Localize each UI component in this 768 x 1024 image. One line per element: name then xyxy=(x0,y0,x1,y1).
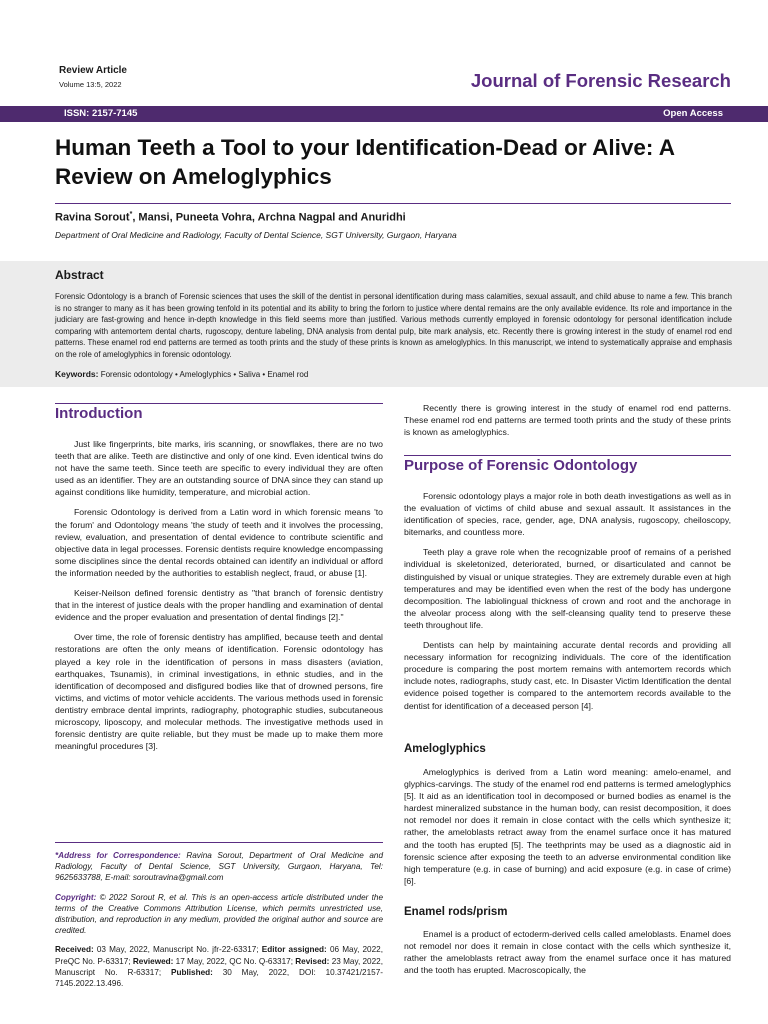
reviewed-label: Reviewed: xyxy=(132,956,174,966)
purpose-paragraph: Dentists can help by maintaining accurate dental records and providing all necessary information for recognizing individuals. The core of the identification procedure is comparing the post mortem remains with antemortem records which include notes, radiographs, study cast, etc. In Disaster Victim Identification the dental evidence poised together is compared to the antemortem records available to the dentist for identification of a deceased person [4]. xyxy=(404,640,731,711)
published-date: 30 May, 2022, DOI: 10.37421/2157-7145.2022.13.496. xyxy=(55,967,383,989)
footnote-rule xyxy=(55,842,383,843)
purpose-paragraph: Forensic odontology plays a major role in both death investigations as well as in the evaluation of victims of child abuse and sexual assault. It assistances in the identification of species, race, gender, age, DNA analysis, rugoscopy, cheiloscopy, bitemarks, and countless more. xyxy=(404,491,731,538)
purpose-paragraph: Teeth play a grave role when the recognizable proof of remains of a perished individual is skeletonized, deteriorated, burned, or disarticulated and cannot be distinguished by visual or unique strategies. They are extremely durable even at high temperatures and may be identified even when the rest of the body has undergone decomposition. The labiolingual thickness of crown and root and the anchorage in the alveolar process along with the self-cleansing quality tend to preserve these teeth throughout life. xyxy=(404,547,731,630)
article-dates xyxy=(55,944,383,989)
published-label: Published: xyxy=(171,967,213,977)
purpose-heading: Purpose of Forensic Odontology xyxy=(404,457,638,474)
title-divider xyxy=(55,203,731,204)
enamel-body xyxy=(404,928,731,984)
ameloglyphics-heading: Ameloglyphics xyxy=(404,743,486,755)
revised-label: Revised: xyxy=(295,956,330,966)
other-authors: , Mansi, Puneeta Vohra, Archna Nagpal and Anuridhi xyxy=(132,211,406,224)
assigned-date: 06 May, 2022, PreQC No. P-63317; xyxy=(55,945,383,966)
intro-paragraph: Over time, the role of forensic dentistry has amplified, because teeth and dental restorations are often the only means of identification. Forensic odontology has played a key role in the identification of persons in mass disasters (aviation, earthquakes, Tsunamis), in criminal investigations, in ethnic studies, and in the identification of decomposed and disfigured bodies like that of drowned persons, fire victims, and victims of motor vehicle accidents. The various methods used in forensic dentistry embrace dental imprints, radiography, photographic studies, subcutaneous microscopy, liposcopy, and molecular methods. The investigative methods used in forensic dentistry are quite reliable, but they must be made up to make them more meaningful procedures [3]. xyxy=(55,632,383,752)
footnotes xyxy=(55,850,383,997)
issn-bar xyxy=(0,106,768,122)
received-label: Received: xyxy=(55,945,94,955)
article-type: Review Article xyxy=(59,65,127,76)
copyright-text: © 2022 Sorout R, et al. This is an open-access article distributed under the terms of the Creative Commons Attribution License, which permits unrestricted use, distribution, and reproduction in any medium, provided the original author and source are credited. xyxy=(55,892,383,936)
affiliation: Department of Oral Medicine and Radiology, Faculty of Dental Science, SGT University, Gurgaon, Haryana xyxy=(55,230,457,240)
open-access-label: Open Access xyxy=(663,108,723,119)
issn: ISSN: 2157-7145 xyxy=(64,108,138,119)
intro-rule xyxy=(55,403,383,404)
ameloglyphics-paragraph: Ameloglyphics is derived from a Latin word meaning: amelo-enamel, and glyphics-carvings. The study of the enamel rod end patterns is termed ameloglyphics [5]. It aid as an identification tool in decomposed or burned bodies as enamel is the hardest mineralized substance in the human body, can resist decomposition, it does not remodel nor does it remain in close contact with the cells which synthesize it; rather, the ameloblasts retract away from the enamel surface once it has matured and the tooth has erupted [5]. The teethprints may be used as a diagnostic aid in forensic science after exposing the teeth to an adverse environmental condition like high temperature (e.g. in case of burning) and acid exposure (e.g. in case of crime) [6]. xyxy=(404,767,731,886)
abstract-heading: Abstract xyxy=(55,268,104,282)
purpose-rule xyxy=(404,455,731,456)
copyright xyxy=(55,892,383,937)
volume-info: Volume 13:5, 2022 xyxy=(59,80,122,89)
intro-paragraph: Just like fingerprints, bite marks, iris scanning, or snowflakes, there are no two teeth that are alike. Teeth are distinctive and only of one kind. Even identical twins do not have the same teeth. Since teeth are specific to every individual they are often used as an identifier. They are an outstanding source of DNA since they can stand up against conditions like humidity, temperature, and microbial action. xyxy=(55,439,383,498)
keywords-list: Forensic odontology • Ameloglyphics • Saliva • Enamel rod xyxy=(100,370,309,379)
keywords xyxy=(55,369,308,379)
author-list xyxy=(55,211,406,224)
ameloglyphics-body xyxy=(404,766,731,895)
revised-date: 23 May, 2022, Manuscript No. R-63317; xyxy=(55,956,383,977)
journal-name: Journal of Forensic Research xyxy=(470,70,731,91)
intro-paragraph: Keiser-Neilson defined forensic dentistry as "that branch of forensic dentistry that in the interest of justice deals with the proper handling and examination of dental evidence and the proper evaluation and presentation of dental findings [2]." xyxy=(55,588,383,623)
reviewed-date: 17 May, 2022, QC No. Q-63317; xyxy=(173,956,296,966)
assigned-label: Editor assigned: xyxy=(261,945,327,955)
intro-heading: Introduction xyxy=(55,405,143,422)
purpose-body xyxy=(404,490,731,720)
correspondence xyxy=(55,850,383,884)
correspondence-label: *Address for Correspondence: xyxy=(55,851,181,860)
received-date: 03 May, 2022, Manuscript No. jfr-22-63317; xyxy=(93,945,262,955)
intro-continued-paragraph: Recently there is growing interest in the study of enamel rod end patterns. These enamel rod end patterns are termed tooth prints and the study of these prints is known as ameloglyphics. xyxy=(404,403,731,438)
first-author: Ravina Sorout xyxy=(55,211,130,224)
keywords-label: Keywords: xyxy=(55,369,99,379)
article-title: Human Teeth a Tool to your Identification-Dead or Alive: A Review on Ameloglyphics xyxy=(55,135,675,189)
enamel-heading: Enamel rods/prism xyxy=(404,906,508,918)
abstract-text: Forensic Odontology is a branch of Forensic sciences that uses the skill of the dentist in personal identification during mass calamities, sexual assault, and child abuse to name a few. This branch is no stranger to many as it has been growing tenfold in its potential and its ability to bring the forlorn to justice where dental remains are the only available evidence. Its role and importance in the judiciary are fast-growing and hence in-depth knowledge in this field seems more than justified. Various methods currently employed in forensic odontology for personal identification include comparing with antemortem dental charts, rugoscopy, denture labeling, DNA analysis from dental pulp, bite mark analysis, etc. Recently there is growing interest in the study of enamel rod end patterns. These enamel rod end patterns are termed as tooth prints and the study of these prints is known as ameloglyphics. In this manuscript, we intend to systematically appraise and emphasis on the role of ameloglyphics in forensic odontology. xyxy=(55,292,732,359)
enamel-paragraph: Enamel is a product of ectoderm-derived cells called ameloblasts. Enamel does not remodel nor does it remain in close contact with the cells which synthesize it, rather the ameloblasts retract away from the enamel surface once it has matured and the tooth has erupted. Macroscopically, the xyxy=(404,929,731,976)
intro-paragraph: Forensic Odontology is derived from a Latin word in which forensic means 'to the forum' and Odontology means 'the study of teeth and it involves the processing, review, evaluation, and presentation of dental evidence to contribute scientific and objective data in legal processes. Forensic dentists require knowledge encompassing some disciplines since the dental records obtained can identify an individual or afford the information needed by the authorities to establish neglect, fraud, or abuse [1]. xyxy=(55,507,383,578)
intro-body xyxy=(55,438,383,760)
corresponding-mark: * xyxy=(129,211,133,218)
correspondence-text: Ravina Sorout, Department of Oral Medicine and Radiology, Faculty of Dental Science, SGT University, Gurgaon, Haryana, Tel: 9625633788, E-mail: soroutravina@gmail.com xyxy=(55,851,384,883)
intro-continued xyxy=(404,402,731,446)
copyright-label: Copyright: xyxy=(55,892,97,902)
